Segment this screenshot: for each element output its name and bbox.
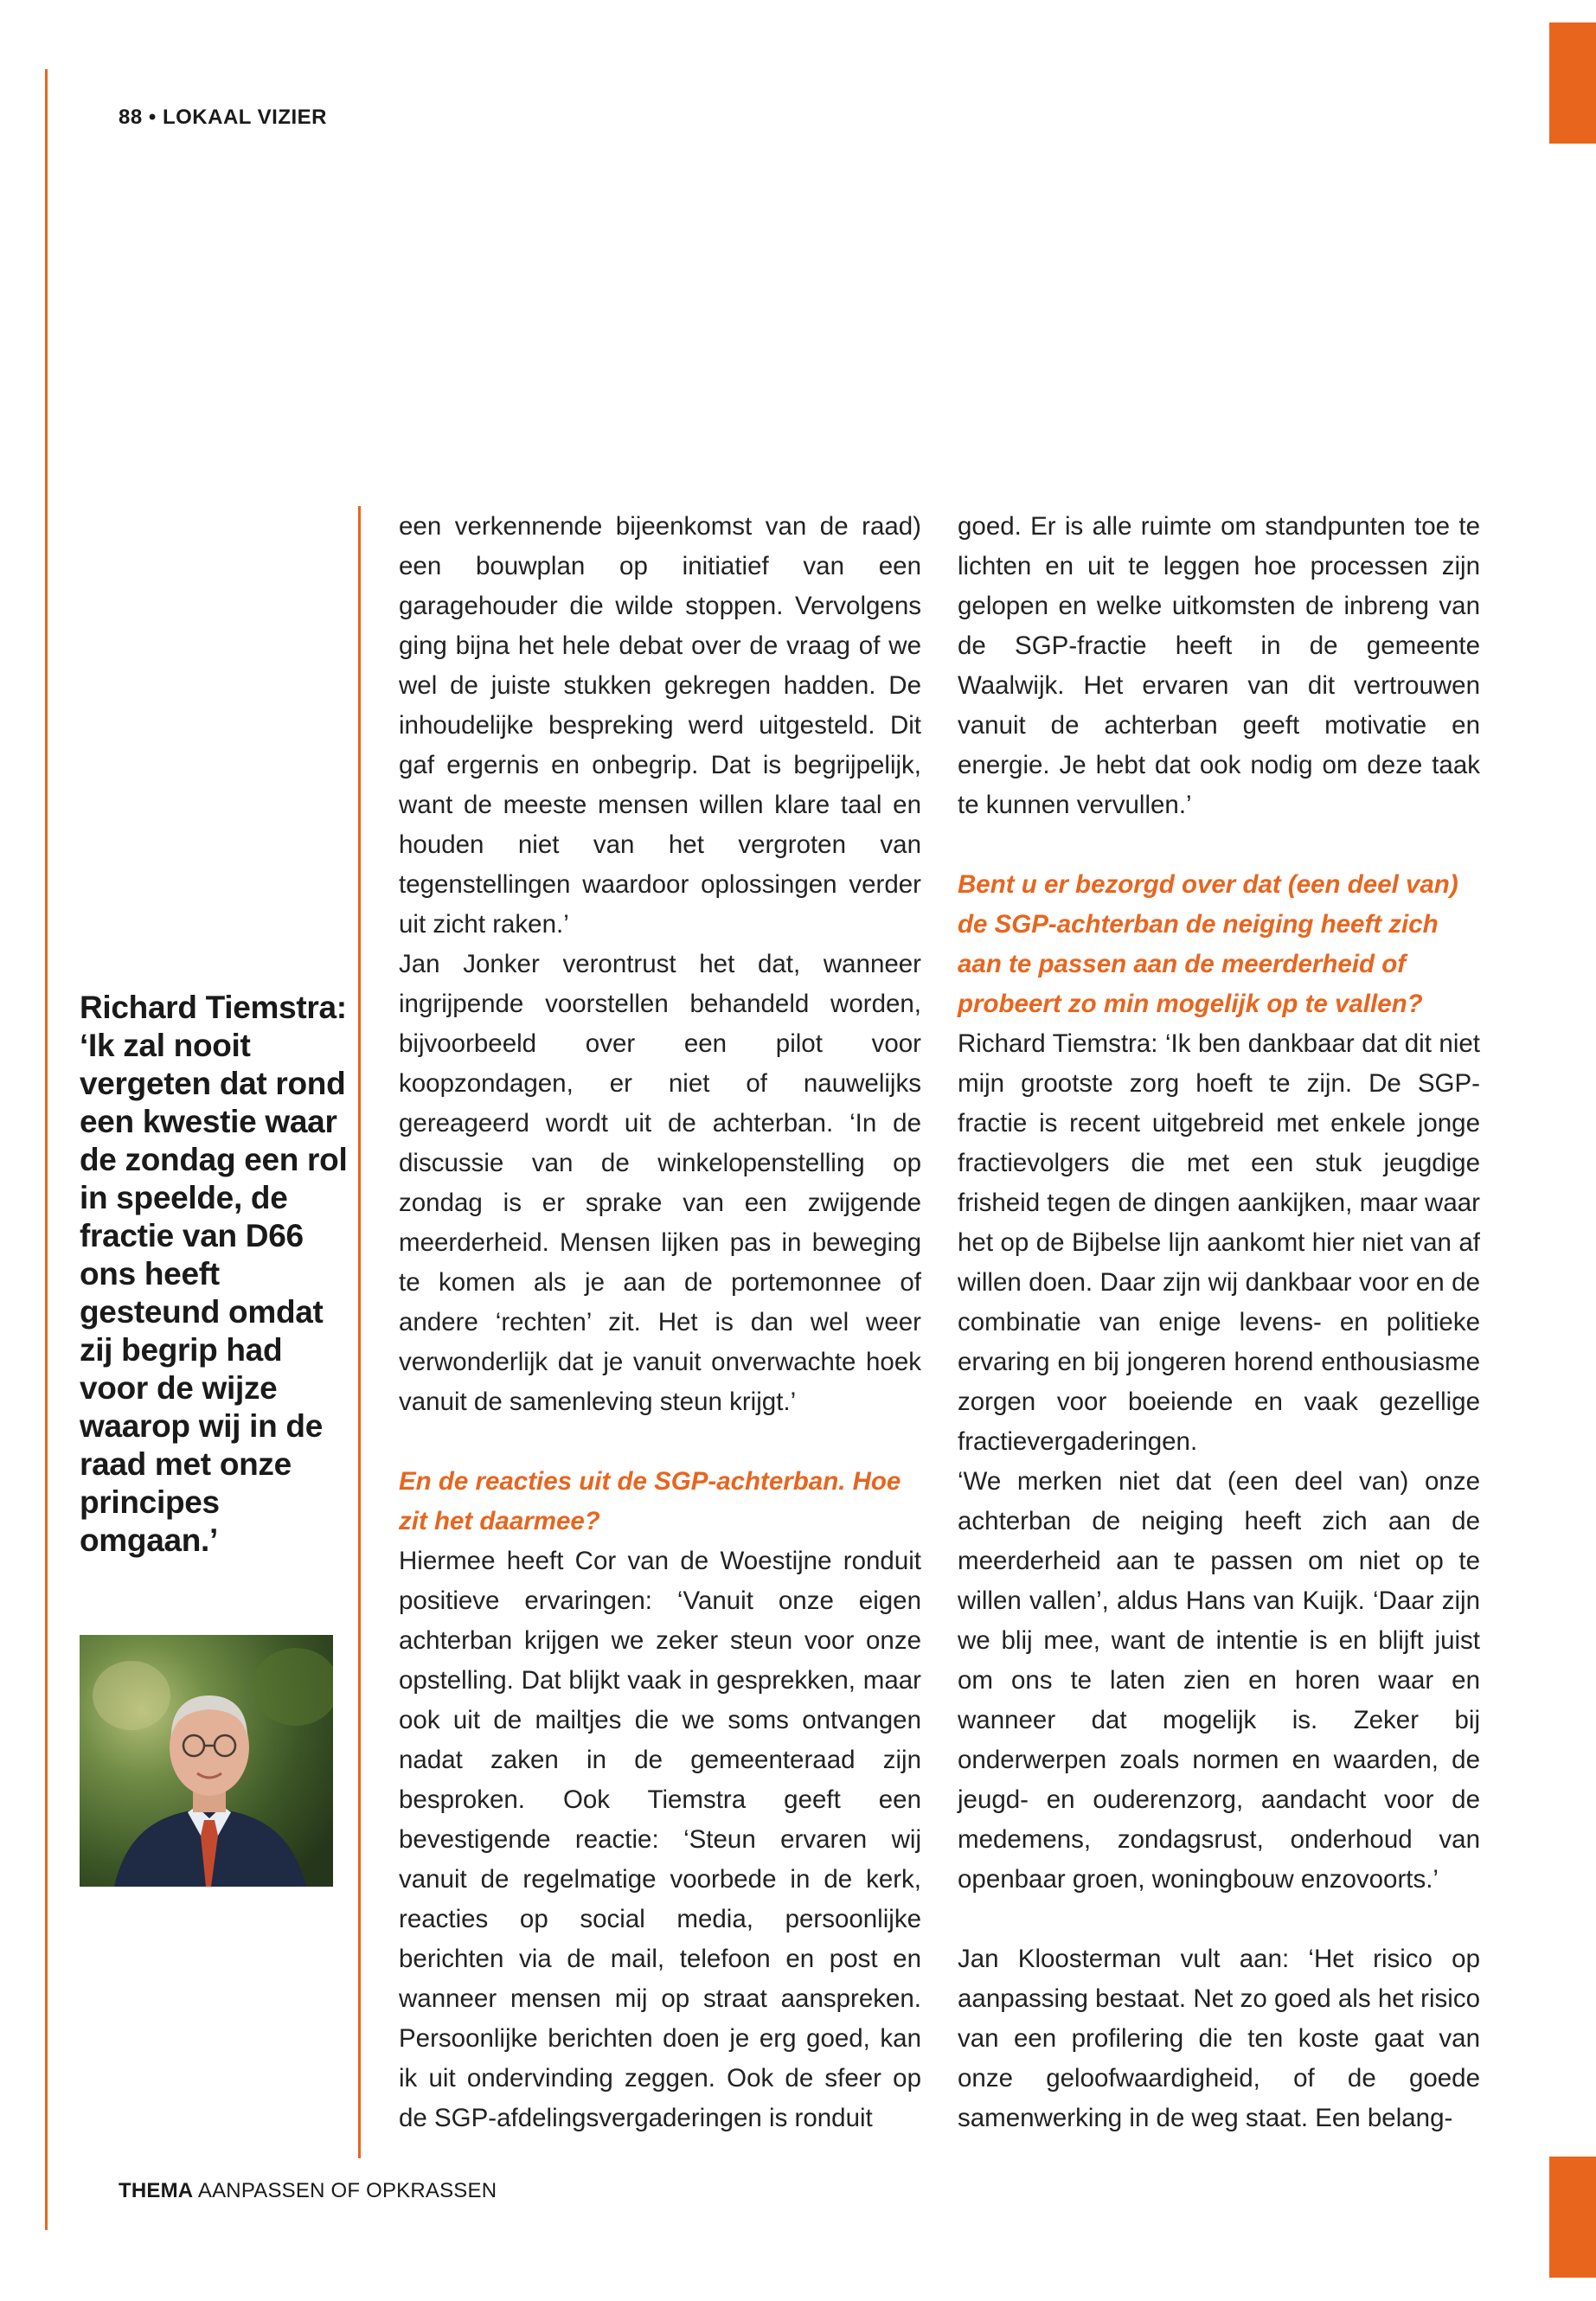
article-column-1: [399, 507, 921, 2138]
paragraph: goed. Er is alle ruimte om standpunten toe te lichten en uit te leggen hoe processen zijn gelopen en welke uitkomsten de inbreng van de SGP-fractie heeft in de gemeente Waalwijk. Het ervaren van dit vertrouwen vanuit de achterban geeft motivatie en energie. Je hebt dat ook nodig om deze taak te kunnen vervullen.’: [958, 512, 1480, 819]
top-accent-tab: [1549, 22, 1596, 144]
bottom-accent-tab: [1549, 2157, 1596, 2278]
interview-question: En de reacties uit de SGP-achterban. Hoe zit het daarmee?: [399, 1467, 901, 1535]
paragraph: ‘We merken niet dat (een deel van) onze achterban de neiging heeft zich aan de meerderheid aan te passen om niet op te willen vallen’, aldus Hans van Kuijk. ‘Daar zijn we blij mee, want de intentie is en blijft juist om ons te laten zien en horen waar en wanneer dat mogelijk is. Zeker bij onderwerpen zoals normen en waarden, de jeugd- en ouderenzorg, aandacht voor de medemens, zondagsrust, onderhoud van openbaar groen, woningbouw enzovoorts.’: [958, 1467, 1480, 1894]
portrait-photo: [80, 1635, 333, 1887]
interview-question: Bent u er bezorgd over dat (een deel van) de SGP-achterban de neiging heeft zich aan te passen aan de meerderheid of probeert zo min mogelijk op te vallen?: [958, 870, 1458, 1018]
paragraph: Richard Tiemstra: ‘Ik ben dankbaar dat dit niet mijn grootste zorg hoeft te zijn. De SGP-fractie is recent uitgebreid met enkele jonge fractievolgers die met een stuk jeugdige frisheid tegen de dingen aankijken, maar waar het op de Bijbelse lijn aankomt hier niet van af willen doen. Daar zijn wij dankbaar voor en de combinatie van enige levens- en politieke ervaring en bij jongeren horend enthousiasme zorgen voor boeiende en vaak gezellige fractievergaderingen.: [958, 1029, 1480, 1456]
footer-theme-label: THEMA: [119, 2179, 194, 2202]
paragraph: Jan Jonker verontrust het dat, wanneer ingrijpende voorstellen behandeld worden, bijvoorbeeld over een pilot voor koopzondagen, er niet of nauwelijks gereageerd wordt uit de achterban. ‘In de discussie van de winkelopenstelling op zondag is er sprake van een zwijgende meerderheid. Mensen lijken pas in beweging te komen als je aan de portemonnee of andere ‘rechten’ zit. Het is dan wel weer verwonderlijk dat je vanuit onverwachte hoek vanuit de samenleving steun krijgt.’: [399, 950, 921, 1416]
left-margin-rule: [45, 69, 48, 2230]
column-divider-rule: [358, 506, 361, 2158]
paragraph: een verkennende bijeenkomst van de raad) een bouwplan op initiatief van een garagehouder die wilde stoppen. Vervolgens ging bijna het hele debat over de vraag of we wel de juiste stukken gekregen hadden. De inhoudelijke bespreking werd uitgesteld. Dit gaf ergernis en onbegrip. Dat is begrijpelijk, want de meeste mensen willen klare taal en houden niet van het vergroten van tegenstellingen waardoor oplossingen verder uit zicht raken.’: [399, 512, 921, 939]
paragraph: Jan Kloosterman vult aan: ‘Het risico op aanpassing bestaat. Net zo goed als het risico van een profilering die ten koste gaat van onze geloofwaardigheid, of de goede samenwerking in de weg staat. Een belang-: [958, 1945, 1480, 2132]
section-title: LOKAAL VIZIER: [162, 106, 328, 129]
article-column-2: [958, 507, 1480, 2138]
pull-quote: Richard Tiemstra: ‘Ik zal nooit vergeten dat rond een kwestie waar de zondag een rol in speelde, de fractie van D66 ons heeft gesteund omdat zij begrip had voor de wijze waarop wij in de raad met onze principes omgaan.’: [80, 990, 348, 1558]
portrait-illustration: [80, 1635, 333, 1887]
running-header: [119, 106, 327, 130]
running-footer: [119, 2179, 497, 2203]
page-number: 88: [119, 106, 143, 129]
footer-theme-title: AANPASSEN OF OPKRASSEN: [197, 2179, 497, 2202]
header-separator: •: [148, 106, 157, 129]
paragraph: Hiermee heeft Cor van de Woestijne ronduit positieve ervaringen: ‘Vanuit onze eigen achterban krijgen we zeker steun voor onze opstelling. Dat blijkt vaak in gesprekken, maar ook uit de mailtjes die we soms ontvangen nadat zaken in de gemeenteraad zijn besproken. Ook Tiemstra geeft een bevestigende reactie: ‘Steun ervaren wij vanuit de regelmatige voorbede in de kerk, reacties op social media, persoonlijke berichten via de mail, telefoon en post en wanneer mensen mij op straat aanspreken. Persoonlijke berichten doen je erg goed, kan ik uit ondervinding zeggen. Ook de sfeer op de SGP-afdelingsvergaderingen is ronduit: [399, 1547, 921, 2132]
